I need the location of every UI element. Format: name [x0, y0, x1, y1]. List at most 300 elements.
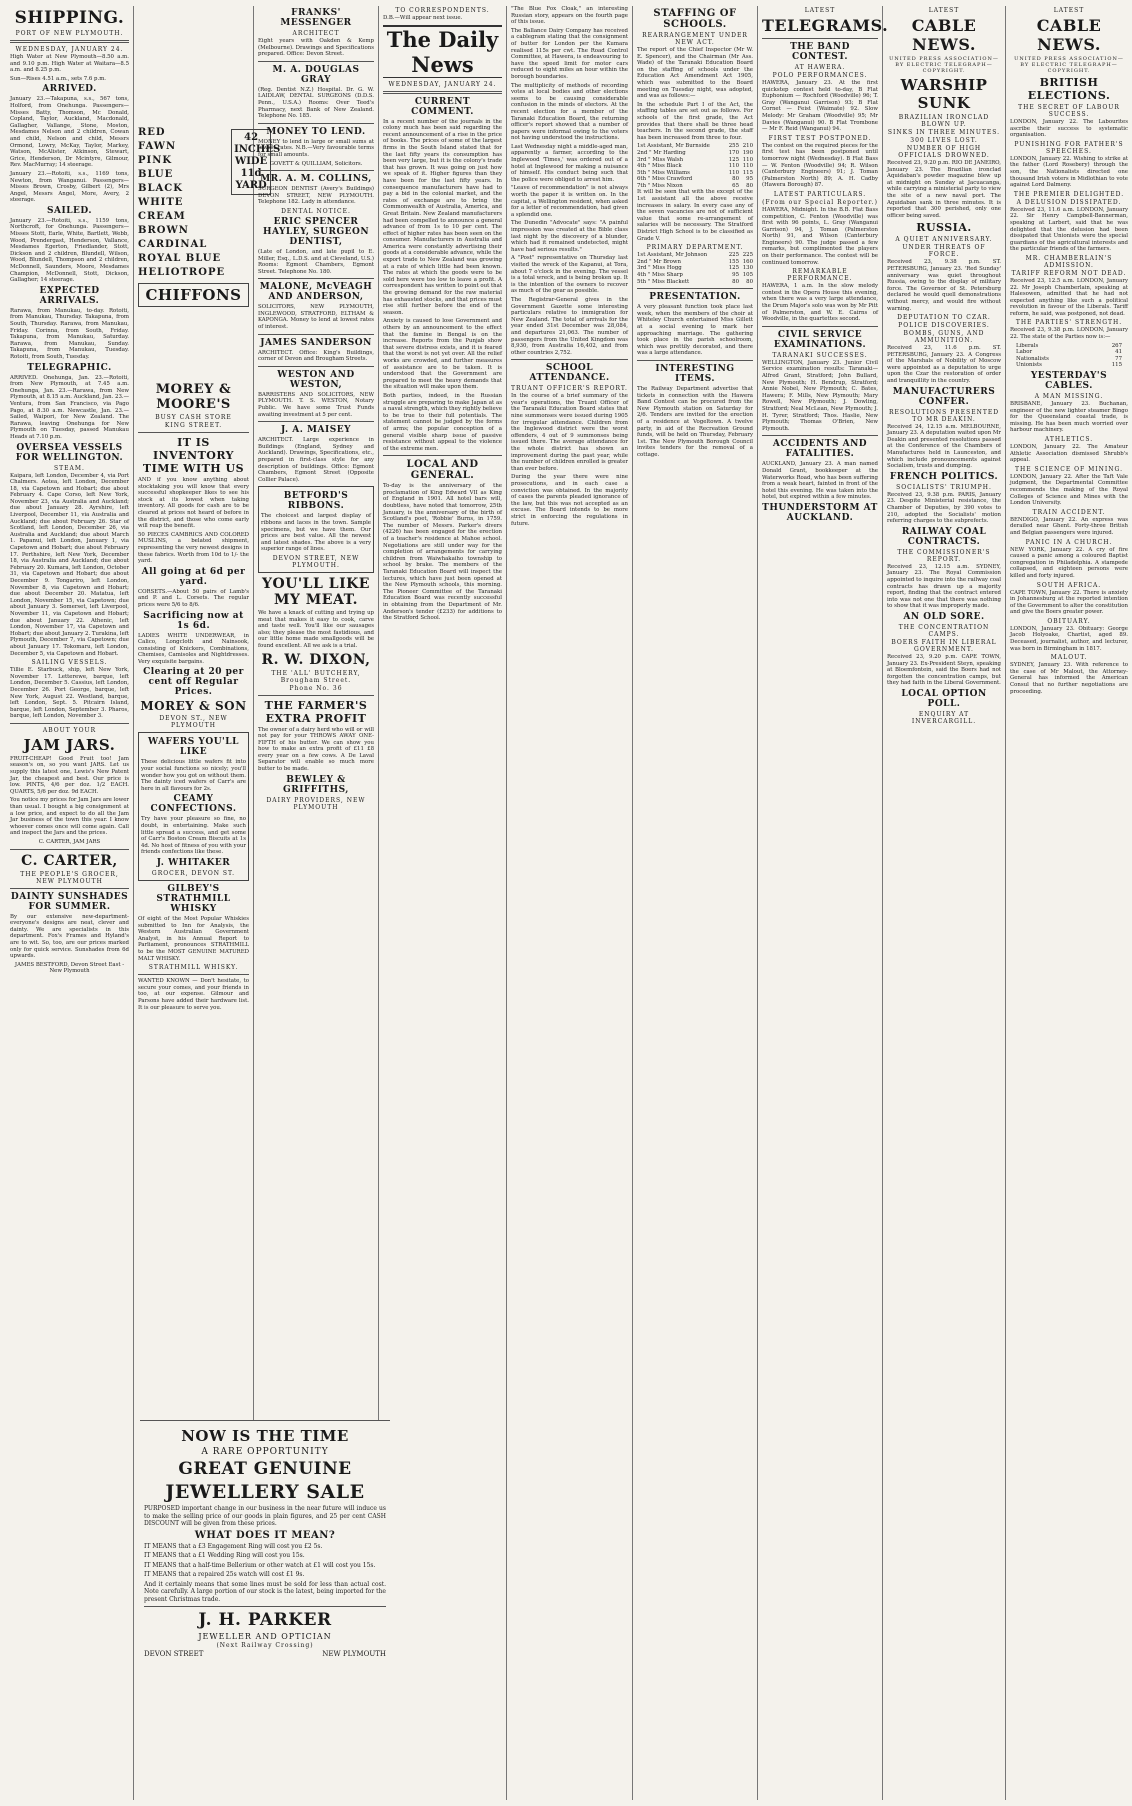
news-text-3: Last Wednesday night a middle-aged man, apparently a farmer, according to the Inglewood 'Times,' was ordered out of a hotel at Inglewood for making a nuisance of himself. His conduct being such that the police were obliged to arrest him. — [511, 143, 628, 183]
chamberlain-heading: MR. CHAMBERLAIN'S ADMISSION. — [1025, 254, 1113, 269]
dentist-heading: M. A. DOUGLAS GRAY — [272, 64, 360, 85]
table-row — [637, 170, 753, 177]
jewellery-intro: PURPOSED important change in our business in the near future will induce us to make the selling price of our goods in plain figures, and 25 per cent CASH DISCOUNT will be given from these prices. — [144, 1505, 386, 1527]
sale-line-2: Sacrificing now at 1s 6d. — [143, 610, 244, 631]
correspondents-heading: TO CORRESPONDENTS. — [395, 7, 490, 14]
police-text: Received 23, 11.6 p.m. ST. PETERSBURG, January 23. A Congress of the Marshals of Nobility of Moscow were appointed as a deputation to urge upon the Czar the restoration of order and tranquillity in the country. — [887, 345, 1001, 385]
row-value-b: 190 — [742, 149, 753, 156]
party-count: 267 — [1111, 342, 1122, 349]
row-value-b: 160 — [742, 258, 753, 265]
port-line: PORT OF NEW PLYMOUTH. — [15, 30, 124, 37]
expected-text: Rarawa, from Manukau, to-day. Rotoiti, from Manukau, Thursday. Takapuna, from South, Thursday. Rarawa, from Manukau, Friday. Corinna, from South, Friday. Takapuna, from Manukau, Saturday. Rarawa, from Manukau, Sunday. Takapuna, from Manukau, Tuesday. Rotoiti, from South, Tuesday. — [10, 307, 129, 360]
particulars-heading: LATEST PARTICULARS. — [773, 190, 867, 198]
special-reporter: (From our Special Reporter.) — [762, 198, 878, 206]
news-text-6: A "Post" representative on Thursday last visited the wreck of the Kapanui, at Tora, about 7 o'clock in the evening. The vessel is a total wreck, and is being broken up. It is the intention of the owners to recover as much of the gear as possible. — [511, 255, 628, 295]
panic-text: NEW YORK, January 22. A cry of fire caused a panic among a coloured Baptist congregation in Philadelphia. A stampede collapsed, and eighteen persons were killed and forty injured. — [1010, 546, 1128, 579]
news-text-5: The Dunedin "Advocate" says: "A painful impression was created at the Bible class last night by the discovery of a blunder, which had it remained undetected, might have had serious results." — [511, 220, 628, 253]
cable-heading: CABLE NEWS. — [1036, 16, 1102, 54]
cable-sub: UNITED PRESS ASSOCIATION—BY ELECTRIC TELEGRAPH—COPYRIGHT. — [1014, 56, 1124, 74]
wafers-heading: WAFERS YOU'LL LIKE — [148, 737, 239, 758]
latest-label: LATEST — [804, 7, 836, 14]
parker-town: NEW PLYMOUTH — [322, 1650, 386, 1658]
staffing-heading: STAFFING OF SCHOOLS. — [653, 8, 737, 30]
column-editorial — [379, 6, 507, 1800]
editorial-text-2: Anxiety is caused to lose Government and others by an announcement to the effect that the famine in Bengal is on the increase. Reports from the Punjab show that severe distress exists, and it is feared that the worst is not yet over. All the relief works are crowded, and further measures of assistance are to be taken. It is understood that the Government are prepared to meet the heavy demands that the situation will make upon them. — [383, 318, 502, 391]
russia-sub-2: UNDER THREATS OF FORCE. — [902, 244, 986, 259]
row-value-a: 225 — [728, 252, 739, 259]
betford-heading: BETFORD'S RIBBONS. — [283, 491, 349, 512]
divider — [258, 278, 374, 279]
dixon-sub: THE 'ALL' BUTCHERY, Brougham Street. — [271, 669, 361, 684]
party-name: Liberals — [1016, 342, 1039, 349]
local-option-sub: ENQUIRY AT INVERCARGILL. — [911, 710, 977, 725]
row-name: 6th " Miss Crawford — [637, 176, 693, 183]
money-heading: MONEY TO LEND. — [266, 126, 366, 137]
accidents-text: AUCKLAND, January 23. A man named Donald Grant, bookkeeper at the Waterworks Road, who has been suffering from a weak heart, fainted in front of the hotel this evening. He was taken into the hotel, but expired within a few minutes. — [762, 461, 878, 501]
carter-sub: THE PEOPLE'S GROCER, NEW PLYMOUTH — [20, 870, 119, 885]
wanted-text: WANTED KNOWN — Don't hesitate, to secure your comes, and your friends in too, at our expense. Gilmour and Parsons have added their hardware list. It is our pleasure to serve you. — [138, 978, 249, 1011]
malone-heading: MALONE, McVEAGH AND ANDERSON, — [259, 282, 373, 303]
maisey-heading: J. A. MAISEY — [280, 425, 351, 436]
chamberlain-text: Received 23, 12.5 a.m. LONDON, January 22. Mr Joseph Chamberlain, speaking at Halesowen, admitted that he had not expected anything like such a political revolution in favour of the Liberals. Tariff reform, he said, was postponed, not dead. — [1010, 277, 1128, 317]
manufacturers-sub: RESOLUTIONS PRESENTED TO MR DEAKIN. — [888, 408, 1000, 423]
sanderson-heading: JAMES SANDERSON — [260, 337, 372, 348]
row-value-b: 80 — [746, 278, 753, 285]
civil-text: WELLINGTON, January 23. Junior Civil Service examination results: Taranaki—Alfred Grant, Stratford; John Bullard, New Plymouth; H. Bendrup, Stratford; Annie Nobel, New Plymouth; C. Bates, Hawera; F. Mills, New Plymouth; Mary Rowell, New Plymouth; J. Dowling, Stratford; Neal McLean, New Plymouth; J. H. Tyrer, Stratford; Thos. Haslie, New Plymouth; Thomas O'Brien, New Plymouth. — [762, 359, 878, 432]
strength-heading: THE PARTIES' STRENGTH. — [1015, 319, 1123, 327]
party-name: Nationalists — [1016, 355, 1049, 362]
old-sore-text: Received 23, 9.20 p.m. CAPE TOWN, January 23. Ex-President Steyn, speaking at Bloemfontein, said the Boers had not forgotten the concentration camps, but they had faith in the Liberal Government. — [887, 653, 1001, 687]
divider — [637, 360, 753, 361]
parker-sub: JEWELLER AND OPTICIAN — [198, 1632, 332, 1641]
hawera-sub: AT HAWERA. — [794, 64, 846, 71]
color-item: FAWN — [138, 141, 177, 152]
money-text: MONEY to lend in large or small sums at lowest rates. N.B.—Very favourable terms for small amounts. — [258, 138, 374, 158]
staffing-text-2: In the schedule Part I of the Act, the staffing tables are set out as follows. For schools of the first grade, the Act provides that there shall be three head teachers. In the second grade, the staff has been increased from three to four. — [637, 101, 753, 141]
first-test-text: The contest on the required pieces for the first test has been postponed until tomorrow night (Wednesday). B Flat Bass — W. Fenton (Woodville) 94; R. Wilson (Canterbury Engineers) 91; J. Toman (Palmerston North) 89; A. H. Cadby (Hawera Borough) 87. — [762, 142, 878, 189]
spacer — [138, 310, 249, 380]
british-heading: BRITISH ELECTIONS. — [1027, 76, 1111, 102]
party-name: Unionists — [1016, 362, 1042, 369]
primary-salary-table — [637, 252, 753, 285]
color-item: BLACK — [138, 183, 183, 194]
parker-street: DEVON STREET — [144, 1650, 204, 1658]
morey-sub: BUSY CASH STORE — [155, 414, 232, 421]
farmers-heading: THE FARMER'S EXTRA PROFIT — [264, 698, 368, 725]
telegraphic-text: ARRIVED. Onehunga, Jan. 23.—Rotoiti, from New Plymouth, at 7.45 a.m. Onehunga, Jan. 23.—Rarawa, from New Plymouth, at 8.15 a.m. Auckland, Jan. 23.—Ventura, from San Francisco, via Pago Pago, at 8.30 a.m. Newcastle, Jan. 23.—Sailed, Waipori, for New Zealand. The Rarawa, leaving Onehunga for New Plymouth on Tuesday, passed Manukau Heads at 7.10 p.m. — [10, 374, 129, 440]
divider — [762, 38, 878, 39]
sale-line-1: All going at 6d per yard. — [141, 566, 246, 587]
dixon-phone: Phone No. 36 — [289, 684, 343, 692]
arrived-text: January 23.—Takapuna, s.s., 567 tons, Holford, from Onehunga. Passengers—Misses Batty, Thomson, Mc Donald, Copland, Taylor, Auckland, Macdonald, Gallagher, Vallange, Stone, Moston, Mesdames Nelson and 2 children, Cowan and child, Nelson and child, Messrs Ormond, Lowry, McKay, Taylor, Markey, Watson, McAlister, Atkinson, Stewart, Grice, Henderson, Dr Mcintyre, Gilmour, Rev. MacMurray; 14 steerage. — [10, 96, 129, 169]
obituary-text: LONDON, January 23. Obituary: George Jacob Holyoake, Chartist, aged 89. Deceased, journalist, author, and lecturer, was born in Birmingham in 1817. — [1010, 625, 1128, 652]
british-sub: THE SECRET OF LABOUR SUCCESS. — [1018, 104, 1120, 118]
band-text: HAWERA, January 23. At the first quickstep contest held to-day, B Flat Euphonium — Rochford (Woodville) 96; T. Gray (Wanganui Garrison) 93; B Flat Cornet — Feist (Waimate) 92. Slow Melody: Mr Graham (Woodville) 95; Mr Davies (Wanganui) 90. B Flat Trombone — Mr F. Reid (Wanganui) 94. — [762, 80, 878, 133]
width-price-box: 42 INCHES WIDE 11d YARD — [231, 129, 271, 195]
gilbey-heading: GILBEY'S STRATHMILL WHISKY — [156, 884, 231, 914]
french-sub: SOCIALISTS' TRIUMPH. — [896, 483, 992, 491]
warship-text: Received 23, 9.20 p.m. RIO DE JANEIRO, January 23. The Brazilian ironclad Aquidaban's powder magazine blew up at midnight on Sunday at Jacuacanga, while carrying a ministerial party to view the site of a new naval port. The Aquidaban sank in three minutes. It is reported that 300 perished, only one officer being saved. — [887, 160, 1001, 219]
overseas-heading: OVERSEA VESSELS FOR WELLINGTON. — [15, 442, 124, 463]
divider — [138, 432, 249, 433]
athletics-heading: ATHLETICS. — [1044, 436, 1094, 443]
masthead-date: WEDNESDAY, JANUARY 24. — [388, 80, 497, 88]
telegraphic-heading: TELEGRAPHIC. — [27, 362, 112, 373]
current-comment-heading: CURRENT COMMENT. — [411, 96, 474, 117]
dentist-text: (Reg. Dentist N.Z.) Hospital. Dr. G. W. LAIDLAW, DENTAL SURGEONS (D.D.S. Penn., U.S.A.) Rooms: Over Teed's Pharmacy, next Bank of New Zealand. Telephone No. 185. — [258, 86, 374, 120]
warship-sub-3: 300 LIVES LOST. — [910, 137, 978, 144]
divider — [10, 40, 129, 43]
row-value-b: 130 — [742, 265, 753, 272]
jam-text: FRUIT-CHEAP! Good Fruit too! Jam season's on, so you want JARS. Let us supply this latest one, Lewis's New Patent Jar, the cheapest and best. Our price is low. PINTS, 4/6 per doz. 1/2 EACH. QUARTS, 5/6 per doz. 9d EACH. — [10, 755, 129, 795]
bewley-sub: DAIRY PROVIDERS, NEW PLYMOUTH — [266, 796, 366, 811]
gilbey-signature: STRATHMILL WHISKY. — [148, 964, 239, 972]
yesterday-heading: YESTERDAY'S CABLES. — [1030, 371, 1108, 392]
row-value-b: 95 — [746, 176, 753, 183]
staffing-text-3: It will be seen that with the except of the 1st assistant all the above receive increases in salary. In every case any of the seven vacancies are not of sufficient value that some re-arrangement of salaries will be necessary. The Stratford District High School is to be classified as Grade V. — [637, 189, 753, 242]
thunder-heading: THUNDERSTORM AT AUCKLAND. — [762, 502, 878, 523]
train-text: BENDIGO, January 22. An express was derailed near Ghent. Forty-three British and Belgian passengers were injured. — [1010, 516, 1128, 536]
old-sore-sub-2: BOERS FAITH IN LIBERAL GOVERNMENT. — [891, 638, 997, 653]
corsets-text: CORSETS.—About 50 pairs of Lamb's and P. and L. Corsets. The regular prices were 5/6 to 8/6. — [138, 588, 249, 608]
delusion-heading: A DELUSION DISSIPATED. — [1016, 198, 1122, 206]
correspondents-text: D.B.—Will appear next issue. — [383, 15, 463, 21]
table-row — [637, 259, 753, 266]
railway-sub: THE COMMISSIONER'S REPORT. — [897, 548, 991, 563]
local-general-text: To-day is the anniversary of the proclamation of King Edward VII as King of England in 1901. All hotel bars will, doubtless, have noted that tomorrow, 25th January, is the anniversary of the birth of Scotland's poet, 'Robbie' Burns, in 1759. The number of Messrs. Parker's divers (4226) has been engaged for the erection of a teacher's residence at Mahoe school. Negotiations are still under way for the completion of arrangements for carrying children from Waiwhakaiho township to school by brake. The members of the Taranaki Education Board will inspect the lectures, which have just been opened at the New Plymouth schools, this morning. The Pioneer Committee of the Taranaki Education Board was recently successful in obtaining from the Department of Mr. Anderson's tender (£233) for additions to the Stratford School. — [383, 483, 502, 622]
row-name: 7th " Miss Nixon — [637, 182, 683, 189]
french-heading: FRENCH POLITICS. — [889, 471, 999, 482]
divider — [762, 326, 878, 327]
youll-text: We have a knack of cutting and trying up meat that makes it easy to cook, carve and taste well. You'll like our sausages also; they please the most fastidious, and our little home made smallgoods will be found excellent. All we ask is a trial. — [258, 609, 374, 649]
news-text-2: The multiplicity of methods of recording votes at local bodies and other elections seems to be causing considerable confusion in the minds of electors. At the recent election for a member of the Taranaki Education Board, the returning officer's report showed that a number of papers were informal owing to the voters not having understood the instructions. — [511, 82, 628, 142]
table-row — [637, 176, 753, 183]
chiffons-heading: CHIFFONS — [138, 283, 249, 307]
primary-heading: PRIMARY DEPARTMENT. — [646, 244, 744, 252]
divider — [258, 61, 374, 62]
civil-heading: CIVIL SERVICE EXAMINATIONS. — [773, 329, 867, 350]
party-row — [1010, 349, 1128, 356]
staffing-text: The report of the Chief Inspector (Mr W. E. Spencer), and the Chairman (Mr Ass. Wade) of the Taranaki Education Board on the staffing of schools under the Education Act Amendment Act 1905, which was submitted to the Board meeting on Tuesday night, was adopted, and was as follows:— — [637, 47, 753, 100]
old-sore-sub: THE CONCENTRATION CAMPS. — [898, 623, 990, 638]
school-text: In the course of a brief summary of the year's operations, the Truant Officer of the Taranaki Education Board states that nine summonses were issued during 1905 for irregular attendance. Children from the Inglewood district were the worst offenders, 4 out of 9 summonses being issued there. The average attendance for the whole district has shown an improvement during the past year, while the number of children enrolled is greater than ever before. — [511, 393, 628, 472]
polo-sub: POLO PERFORMANCES. — [772, 72, 868, 79]
manufacturers-text: Received 24, 12.15 a.m. MELBOURNE, January 23. A deputation waited upon Mr Deakin and presented resolutions passed at the Conference of the Chambers of Manufactures held in Launceston, and which include pronouncements against Socialism, trusts and dumping. — [887, 423, 1001, 470]
row-name: 4th " Miss Sharp — [637, 272, 683, 278]
local-option-heading: LOCAL OPTION POLL. — [901, 688, 987, 709]
morey-son-sub: DEVON ST., NEW PLYMOUTH — [159, 715, 228, 730]
divider — [138, 974, 249, 975]
color-item: RED — [138, 127, 166, 138]
shipping-heading: SHIPPING. — [14, 8, 125, 28]
tides: High Water at New Plymouth—8.50 a.m. and 9.10 p.m. High Water at Waitara—8.5 a.m. and 8.25 p.m. — [10, 54, 129, 74]
row-value-a: 80 — [732, 278, 739, 285]
party-row — [1010, 362, 1128, 369]
table-row — [637, 157, 753, 164]
wafers-text: These delicious little wafers fit into your social functions so nicely; you'll wonder how you got on without them. The dainty iced wafers of Carr's are here in all flavours for 2s. — [141, 759, 246, 792]
jewellery-now: NOW IS THE TIME — [181, 1427, 349, 1445]
jewellery-great: GREAT GENUINE — [178, 1459, 352, 1479]
sailing-label: SAILING VESSELS. — [31, 659, 108, 667]
jewellery-item: IT MEANS that a repaired 25s watch will cost £1 9s. — [144, 1571, 305, 1578]
chiffon-ad — [138, 126, 281, 280]
franks-heading: FRANKS' MESSENGER — [280, 8, 352, 28]
whitaker-sub: GROCER, DEVON ST. — [151, 870, 236, 877]
athletics-text: LONDON, January 22. The Amateur Athletic Association dismissed Shrubb's appeal. — [1010, 444, 1128, 464]
inventory-heading: IT IS INVENTORY TIME WITH US — [142, 436, 245, 475]
table-row — [637, 252, 753, 259]
column-telegrams — [758, 6, 889, 1800]
column-cables-1 — [883, 6, 1006, 1800]
malone-text: SOLICITORS, NEW PLYMOUTH, INGLEWOOD, STRATFORD, ELTHAM & KAPONGA. Money to lend at lowest rates of interest. — [258, 304, 374, 331]
parker-heading: J. H. PARKER — [198, 1610, 332, 1630]
jewellery-outro: And it certainly means that some lines must be sold for less than actual cost. Note carefully. A large portion of our stock is the latest, being imported for the present Christmas trade. — [144, 1580, 386, 1603]
whitaker-name: J. WHITAKER — [156, 858, 231, 868]
jam-signature: C. CARTER, JAM JARS — [38, 839, 101, 845]
interesting-text: The Railway Department advertise that tickets in connection with the Hawera Band Contest can be procured from the New Plymouth station on Saturday for 2/6. Tenders are invited for the erection of a residence at Vogeltown. A twelve party, in aid of the Recreation Ground funds, will be held on Thursday, February 1st. The New Plymouth Borough Council invites tenders for the removal of a cottage. — [637, 385, 753, 458]
clearing-line: Clearing at 20 per cent off Regular Prices. — [143, 667, 244, 698]
column-cables-2 — [1006, 6, 1132, 1800]
sanderson-text: ARCHITECT. Office: King's Buildings, corner of Devon and Brougham Streets. — [258, 349, 374, 363]
remarkable-heading: REMARKABLE PERFORMANCE. — [787, 268, 853, 283]
divider — [258, 366, 374, 367]
row-value-b: 105 — [742, 272, 753, 278]
blue-fox-note: "The Blue Fox Cloak," an interesting Russian story, appears on the fourth page of this issue. — [511, 6, 628, 26]
party-count: 77 — [1115, 355, 1122, 362]
party-count: 115 — [1111, 362, 1122, 369]
row-value-a: 125 — [728, 156, 739, 163]
divider — [511, 359, 628, 360]
truant-heading: TRUANT OFFICER'S REPORT. — [511, 385, 628, 393]
bewley-heading: BEWLEY & GRIFFITHS, — [283, 774, 349, 795]
table-row — [637, 272, 753, 279]
school-text-2: During the year there were nine prosecutions, and in each case a conviction was obtained. In the majority of cases the parents pleaded ignorance of the law, but this was not accepted as an excuse. The Board intends to be more strict in enforcing the regulations in future. — [511, 474, 628, 527]
strength-text: Received 23, 9.38 p.m. LONDON, January 22. The state of the Parties now is:— — [1010, 327, 1128, 341]
dainty-text: By our extensive new-department-everyone's designs are neat, clever and dainty. We are specialists in this department. Fox's Frames and Hyland's are to wit. So, too, are our prices marked only for quick service. Sunshades from 6d upwards. — [10, 913, 129, 960]
row-value-b: 110 — [742, 156, 753, 163]
color-item: ROYAL BLUE — [138, 253, 222, 264]
editorial-text-3: Both parties, indeed, in the Russian struggle are preparing to make Japan at as a naval strength, which they rightly believe to be true to their full potentials. The statement cannot be judged by the forms of arms; the popular conception of a general visible sharp issue of passive resistance without appeal to the violence of the extreme men. — [383, 392, 502, 452]
morey-son-heading: MOREY & SON — [140, 699, 247, 714]
youll-heading: YOU'LL LIKE MY MEAT. — [262, 575, 370, 608]
band-heading: THE BAND CONTEST. — [790, 42, 850, 62]
underwear-text: LADIES WHITE UNDERWEAR, in Calico, Longcloth and Nainsook, consisting of Knickers, Combinations, Chemises, Camisoles and Nightdresses. Very exquisite bargains. — [138, 632, 249, 665]
punishing-text: LONDON, January 22. Wishing to strike at the father (Lord Rosebery) through the son, the Nationalists directed one thousand Irish voters in Midlothian to vote against Lord Dalmeny. — [1010, 155, 1128, 189]
color-item: BROWN — [138, 225, 189, 236]
row-name: 4th " Miss Black — [637, 163, 682, 170]
sailed-heading: SAILED. — [47, 205, 92, 216]
hayley-text: (Late of London, and late pupil to E. Miller, Esq., L.D.S. and at Cleveland, U.S.) Rooms: Egmont Chambers, Egmont Street. Telephone No. 180. — [258, 248, 374, 275]
arrived-text-2: January 23.—Rotoiti, s.s., 1169 tons, Newton, from Wanganui. Passengers—Misses Brown, Crosby, Gilbert (2), Mrs Angel, Messrs Angel, More, Avery, 2 steerage. — [10, 170, 129, 204]
row-name: 2nd " Mr Harding — [637, 149, 686, 156]
color-item: HELIOTROPE — [138, 267, 226, 278]
franks-sub: ARCHITECT — [292, 30, 340, 37]
cable-sub: UNITED PRESS ASSOCIATION—BY ELECTRIC TELEGRAPH—COPYRIGHT. — [889, 56, 999, 74]
column-news — [507, 6, 633, 1800]
latest-label: LATEST — [928, 7, 960, 14]
bombs-heading: BOMBS, GUNS, AND AMMUNITION. — [903, 330, 985, 345]
staffing-sub: REARRANGEMENT UNDER NEW ACT. — [642, 32, 748, 46]
latest-label: LATEST — [1053, 7, 1085, 14]
remnants-text: 50 PIECES CAMBRICS AND COLORED MUSLINS, a belated shipment, representing the very newest designs in these fabrics. Worth from 10d to 1/- the yard. — [138, 531, 249, 565]
row-value-b: 80 — [746, 182, 753, 189]
tariff-heading: TARIFF REFORM NOT DEAD. — [1011, 269, 1127, 277]
salary-table — [637, 143, 753, 189]
row-name: 5th " Miss Williams — [637, 169, 690, 176]
british-text: LONDON, January 22. The Labourites ascribe their success to systematic organisation. — [1010, 119, 1128, 139]
news-text-1: The Ballance Dairy Company has received a cablegram stating that the consignment of butter for London per the Kumara realised 115s per cwt. The Road Control Committee, at Hawera, is endeavouring to have the speed limit for motor cars reduced to eight miles an hour within the borough boundaries. — [511, 27, 628, 80]
dental-notice: DENTAL NOTICE. — [281, 207, 351, 215]
dainty-signature: JAMES BESTFORD, Devon Street East - New Plymouth — [14, 961, 125, 975]
row-value-b: 110 — [742, 163, 753, 170]
malout-heading: MALOUT. — [1050, 654, 1088, 662]
row-value-a: 80 — [732, 176, 739, 183]
deputation-heading: DEPUTATION TO CZAR. — [897, 314, 991, 322]
particulars-text: HAWERA, Midnight. In the B.B. Flat Bass competition, C. Fenton (Woodville) was first with 96 points, L. Gray (Wanganui Garrison) 94, J. Toman (Palmerston North) 91, and Wilson (Canterbury Engineers) 90. The judge passed a few remarks, but complimented the players on their performance. The contest will be continued tomorrow. — [762, 206, 878, 266]
morey-heading: MOREY & MOORE'S — [155, 382, 232, 412]
color-item: CARDINAL — [138, 239, 208, 250]
remarkable-text: HAWERA, 1 a.m. In the slow melody contest in the Opera House this evening, when there was a very large attendance, the Drum Major's solo was won by Mr Pitt of Palmerston, and W. E. Cairns of Woodville, in the quartettes second. — [762, 283, 878, 323]
overseas-text: Kaipara, left London, December 4, via Port Chalmers. Aotea, left London, December 18, via Capetown and Hobart; due about February 4. Cape Corso, left New York, November 23, via Australia and Auckland; due about January 28. Ayrshire, left Liverpool, December 11, via Australia and Auckland; due about February 26. Star of Scotland, left London, December 26, via Australia and Auckland; due about March 1. Papanui, left London, January 1, via Capetown and Hobart; due about February 17. Perthshire, left New York, December 18, via Australia and Auckland; due about February 20. Kumara, left London, October 31, via Capetown and Hobart; due about December 9. Tongariro, left London, November 8, via Capetown and Hobart; due about December 20. Matatua, left London, November 15, via Capetown; due about January 3. Somerset, left Liverpool, November 11, via Capetown and Hobart; due about January 22. Athenic, left London, November 17, via Capetown and Hobart; due about January 2. Turakina, left Plymouth, December 7, via Capetown; due about January 17. Tokomaru, left London, December 5, via Capetown and Hobart. — [10, 472, 129, 657]
sun-times: Sun—Rises 4.51 a.m., sets 7.6 p.m. — [10, 75, 107, 82]
weston-text: BARRISTERS AND SOLICITORS, NEW PLYMOUTH. T. S. WESTON, Notary Public. We have some Trust Funds awaiting investment at 5 per cent. — [258, 391, 374, 418]
table-row — [637, 183, 753, 190]
color-item: WHITE — [138, 197, 184, 208]
column-staffing — [633, 6, 758, 1800]
color-item: BLUE — [138, 169, 174, 180]
row-value-a: 65 — [732, 182, 739, 189]
french-text: Received 23, 9.38 p.m. PARIS, January 23. Despite Ministerial resistance, the Chamber of Deputies, by 390 votes to 210, adopted the Socialists' motion referring charges to the subprefects. — [887, 491, 1001, 525]
sailing-text: Tillie E. Starbuck, ship, left New York, November 17. Letterewe, barque, left London, December 5. Cassius, left London, December 26. Port George, barque, left New York, August 22. Westland, barque, left London, Sept. 5. Pitcairn Island, barque, left London, September 3. Pharos, barque, left London, November 3. — [10, 667, 129, 720]
jewellery-item: IT MEANS that a £3 Engagement Ring will cost you £2 5s. — [144, 1542, 323, 1550]
divider — [258, 334, 374, 335]
south-africa-text: CAPE TOWN, January 22. There is anxiety in Johannesburg at the reported intention of the Government to alter the constitution and give the Boers greater power. — [1010, 589, 1128, 616]
russia-text: Received 23, 9.38 p.m. ST. PETERSBURG, January 23. 'Red Sunday' anniversary was quiet throughout Russia, owing to the display of military force. The Governor of St. Petersburg declared he would quell demonstrations without mercy, and would fire without warning. — [887, 259, 1001, 312]
table-row — [637, 163, 753, 170]
confections-text: Try have your pleasure so fine, no doubt, in entertaining. Make such little spread a success, and get some of Carr's Boston Cream Biscuits at 1s 4d. No host of fitness of you with your friends confections like these. — [141, 816, 246, 856]
obituary-heading: OBITUARY. — [1047, 617, 1091, 625]
manufacturers-heading: MANUFACTURERS CONFER. — [892, 386, 996, 407]
interesting-heading: INTERESTING ITEMS. — [655, 363, 735, 384]
row-name: 2nd " Mr Brown — [637, 258, 681, 265]
premier-heading: THE PREMIER DELIGHTED. — [1013, 190, 1125, 198]
party-count: 41 — [1115, 349, 1122, 356]
mining-heading: THE SCIENCE OF MINING. — [1015, 465, 1123, 473]
divider — [10, 888, 129, 889]
franks-text: Eight years with Oakden & Kemp (Melbourne). Drawings and Specifications prepared. Office: Devon Street. — [258, 38, 374, 58]
collins-text: SURGEON DENTIST (Avery's Buildings) DEVON STREET, NEW PLYMOUTH. Telephone 182. Lady in attendance. — [258, 186, 374, 206]
betford-text: The choicest and largest display of ribbons and laces in the town. Sample specimens, but we have them. Our prices are best value. All the newest and latest shades. The above is a very superior range of lines. — [261, 513, 371, 553]
divider — [383, 455, 502, 456]
row-value-b: 225 — [742, 252, 753, 259]
row-name: 1st Assistant, Mr Johnson — [637, 252, 708, 259]
collins-heading: MR. A. M. COLLINS, — [260, 174, 372, 185]
warship-sub-2: SINKS IN THREE MINUTES. — [887, 129, 1001, 136]
jewellery-ad — [140, 1420, 390, 1800]
money-signature: GOVETT & QUILLIAM, Solicitors. — [269, 160, 363, 167]
jewellery-what: WHAT DOES IT MEAN? — [194, 1529, 336, 1541]
accidents-heading: ACCIDENTS AND FATALITIES. — [772, 439, 868, 460]
police-heading: POLICE DISCOVERIES. — [898, 322, 990, 330]
premier-text: Received 23, 11.6 a.m. LONDON, January 22. Sir Henry Campbell-Bannerman, speaking at Larbert, said that he was delighted that the delusion had been dissipated that Unionists were the special guardians of the agricultural interests and the particular friends of the farmers. — [1010, 206, 1128, 253]
color-item: PINK — [138, 155, 173, 166]
local-general-heading: LOCAL AND GENERAL. — [406, 459, 479, 482]
color-list — [138, 126, 225, 280]
betford-signature: DEVON STREET, NEW PLYMOUTH. — [272, 554, 360, 569]
farmers-text: The owner of a dairy herd who will or will not pay for your THROWS AWAY ONE-FIFTH of his butter. We can show you how to make an extra profit of £11 £8 every year on a few cows. A De Laval Separator will enable so much more butter to be made. — [258, 726, 374, 773]
punishing-heading: PUNISHING FOR FATHER'S SPEECHES. — [1014, 140, 1124, 155]
jewellery-items — [144, 1543, 386, 1579]
row-value-a: 255 — [728, 143, 739, 150]
divider — [258, 123, 374, 124]
parker-street-row — [144, 1650, 386, 1658]
date-line: WEDNESDAY, JANUARY 24. — [15, 46, 124, 53]
carter-heading: C. CARTER, — [21, 852, 118, 869]
column-shipping — [6, 6, 134, 1800]
russia-heading: RUSSIA. — [916, 221, 972, 235]
divider — [258, 170, 374, 171]
row-value-a: 110 — [728, 163, 739, 170]
table-row — [637, 143, 753, 150]
warship-sub-4: NUMBER OF HIGH OFFICIALS DROWNED. — [898, 145, 990, 159]
old-sore-heading: AN OLD SORE. — [903, 611, 985, 622]
warship-heading: WARSHIP SUNK — [900, 76, 988, 112]
masthead: The Daily News — [383, 25, 502, 78]
divider — [383, 91, 502, 94]
row-name: 5th " Miss Blackett — [637, 278, 690, 285]
first-test-heading: FIRST TEST POSTPONED. — [768, 134, 872, 142]
editorial-text: In a recent number of the journals in the colony much has been said regarding the recent announcement of a rise in the price of books. The prices of some of the largest firms in the South Island stated that for the last fifty years its consumption has been very large, but it is the colony's trade that has grown. It was going on just how we speak of it. Higher figures than they have been for the last fifty years. In consequence manufacturers have had to pay a bid in the colonial market, and the rates of exchange are to bring the Commonwealth of Australia, America, and Great Britain. New Zealand manufacturers had been compelled to announce a general advance of from 1s to 10 per cent. The effect of higher rates has been seen on the consumer. Manufacturers in Australia and America were constantly advertising their goods at a considerable advance, while the export trade to New Zealand was growing at a rate of which little had been known. The rates at which the goods were to be sold here were too low to leave a profit. A correspondent has written to point out that the growing demand for the raw material has exhausted stocks, and that prices must rise still further before the end of the season. — [383, 118, 502, 316]
cable-heading: CABLE NEWS. — [911, 16, 977, 54]
row-name: 3rd " Miss Walsh — [637, 156, 684, 163]
parker-address: (Next Railway Crossing) — [216, 1642, 314, 1649]
jewellery-item: IT MEANS that a half-time Bellerium or other watch at £1 will cost you 15s. — [144, 1561, 376, 1569]
maisey-text: ARCHITECT. Large experience in Buildings (England, Sydney and Auckland). Drawings, Specifications, etc., prepared in first-class style for any description of buildings. Office: Egmont Chambers, Egmont Street (Opposite Collier Palace). — [258, 437, 374, 483]
presentation-text: A very pleasant function took place last week, when the members of the choir at Whiteley Church entertained Miss Gillett at a social evening to mark her approaching marriage. The gathering took place in the parish schoolroom, which was prettily decorated, and there was a large attendance. — [637, 304, 753, 357]
jam-text-2: You notice my prices for Jam Jars are lower than usual. I bought a big consignment at a low price, and expect to do all the Jam Jar business of the town this year. I know whoever comes once will come again. Call and inspect the Jars and the prices. — [10, 797, 129, 837]
party-name: Labor — [1016, 349, 1033, 356]
railway-text: Received 23, 12.15 a.m. SYDNEY, January 23. The Royal Commission appointed to inquire into the railway coal contracts has drawn up a majority report, finding that the contract entered into was not one that there was nothing to show that it was improperly made. — [887, 563, 1001, 610]
row-name: 3rd " Miss Hogg — [637, 265, 682, 272]
arrived-heading: ARRIVED. — [42, 84, 97, 95]
table-row — [637, 279, 753, 286]
jewellery-item: IT MEANS that a £1 Wedding Ring will cost you 15s. — [144, 1552, 305, 1559]
row-value-a: 155 — [728, 258, 739, 265]
divider — [762, 435, 878, 436]
betford-ad — [258, 486, 374, 573]
news-text-4: "Leave of recommendation" is not always worth the paper it is written on. In the capital, a Wellington resident, when asked for a letter of recommendation, had given a splendid one. — [511, 185, 628, 218]
telegrams-heading: TELEGRAMS. — [762, 16, 889, 35]
missing-heading: A MAN MISSING. — [1034, 393, 1104, 401]
divider — [258, 695, 374, 696]
row-value-a: 95 — [732, 272, 739, 278]
row-name: 1st Assistant, Mr Burnside — [637, 143, 710, 150]
divider — [258, 421, 374, 422]
jewellery-sale: JEWELLERY SALE — [165, 1481, 365, 1503]
jewellery-rare: A RARE OPPORTUNITY — [201, 1447, 329, 1457]
news-text-7: The Registrar-General gives in the Government Gazette some interesting particulars relative to immigration for New Zealand. The total of arrivals for the year ended 31st December was 28,084, and departures 21,063. The number of passengers from the United Kingdom was 8,930, from Australia 16,402, and from other countries 2,752. — [511, 296, 628, 356]
civil-sub: TARANAKI SUCCESSES. — [772, 351, 868, 359]
parties-table — [1010, 343, 1128, 369]
russia-sub: A QUIET ANNIVERSARY. — [895, 236, 993, 244]
row-value-a: 170 — [728, 149, 739, 156]
school-heading: SCHOOL ATTENDANCE. — [529, 363, 610, 384]
morey-address: KING STREET. — [164, 422, 223, 429]
party-row — [1010, 343, 1128, 350]
missing-text: BRISBANE, January 23. Buchanan, engineer of the new lighter steamer Bingo for the Queensland coastal trade, is missing. He has been much worried over harbour machinery. — [1010, 401, 1128, 434]
expected-heading: EXPECTED ARRIVALS. — [39, 285, 100, 306]
party-row — [1010, 356, 1128, 363]
